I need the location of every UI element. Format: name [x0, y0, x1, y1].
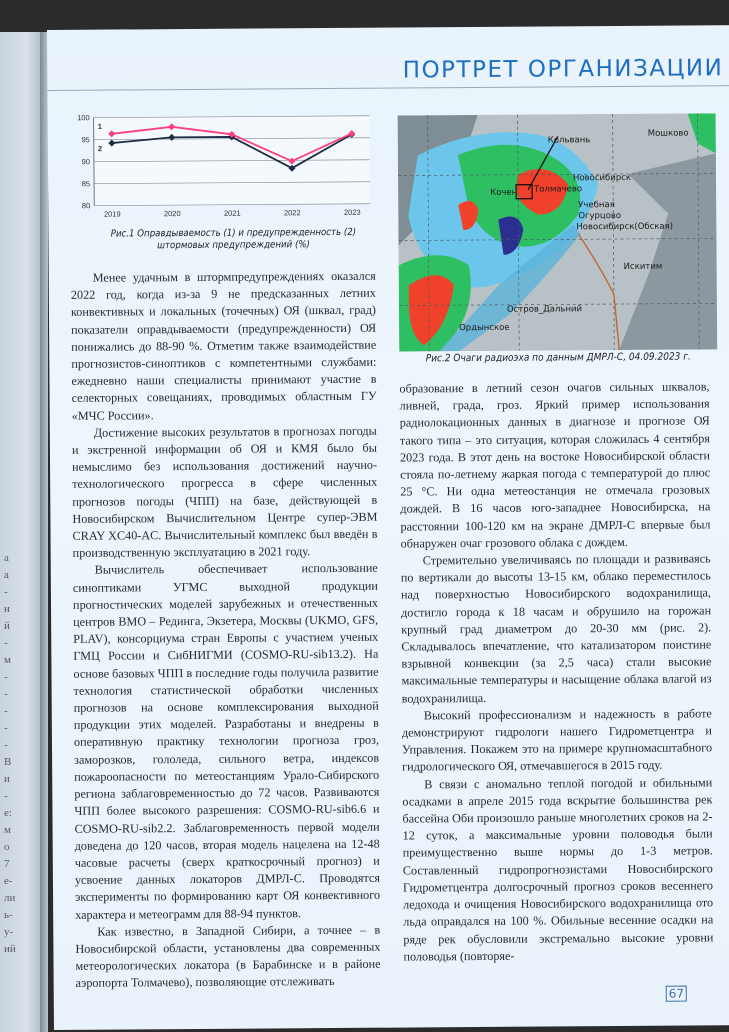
facing-page-text-fragment: й [4, 620, 10, 632]
paragraph: В связи с аномально теплой погодой и обильными осадками в апреле 2015 года вскрытие большинства рек бассейна Оби произошло раньше многолетних сроков на 2-12 суток, а максимальные уровни половодья были преимущественно выше нормы до 1-3 метров. Составленный гидропрогнозистами Новосибирского Гидрометцентра долгосрочный прогноз сроков весеннего ледохода и очищения Новосибирского водохранилища ото льда оправдался на 100 %. Обильные весенние осадки на ряде рек обусловили экстремально высокие уровни половодья (повторяе- [402, 775, 714, 964]
y-tick-label: 80 [81, 201, 91, 211]
figure1-caption [88, 227, 378, 253]
text-column-left [71, 268, 381, 993]
facing-page-edge [0, 32, 44, 1032]
figure1-caption-line2: штормовых предупреждений (%) [157, 239, 310, 252]
radar-map-svg [398, 113, 718, 351]
figure2-caption: Рис.2 Очаги радиоэха по данным ДМРЛ-С, 04.09.2023 г. [425, 351, 691, 365]
place-label: Учебная [578, 200, 615, 211]
x-tick-label: 2020 [163, 209, 181, 219]
figure1-caption-line1: Рис.1 Оправдываемость (1) и предупрежденность (2) [110, 226, 357, 240]
y-tick-label: 90 [81, 157, 90, 167]
facing-page-text-fragment: е: [4, 807, 12, 819]
x-tick-label: 2023 [343, 207, 361, 217]
facing-page-text-fragment: а [4, 569, 9, 581]
facing-page-text-fragment: - [4, 722, 8, 734]
facing-page-text-fragment: - [4, 586, 8, 598]
chart-svg [70, 108, 381, 230]
facing-page-text-fragment: и [4, 773, 10, 785]
paragraph: Вычислитель обеспечивает использование синоптиками УГМС выходной продукции прогностических моделей зарубежных и отечественных центров ВМО – Рединга, Экзетера, Москвы (UKMO, GFS, PLAV), консорциума стран Европы с участием ученых ГМЦ России и СибНИГМИ (COSMO-RU-sib13.2). На основе базовых ЧПП в последние годы получила развитие технология статистической обработки численных прогнозов на основе комплексирования выходной продукции этих моделей. Разработаны и внедрены в оперативную практику технологии прогноза гроз, заморозков, гололеда, сильного ветра, индексов пожароопасности по метеостанциям Урало-Сибирского региона заблаговременностью до 72 часов. Развиваются ЧПП более высокого разрешения: COSMO-RU-sib6.6 и COSMO-RU-sib2.2. Заблаговременность первой модели доведена до 120 часов, вторая модель нацелена на 12-48 часовые расчеты (сверх краткосрочный прогноз) и усвоение данных локаторов ДМРЛ-С. Проводятся эксперименты по формированию карт ОЯ конвективного характера и метеограмм для 88-94 пунктов. [72, 561, 381, 922]
facing-page-text-fragment: у- [4, 926, 14, 938]
paragraph: Как известно, в Западной Сибири, а точнее – в Новосибирской области, установлены два современных метеорологических локатора (в Барабинске и в районе аэропорта Толмачево), позволяющие отслеживать [75, 922, 381, 991]
figure1-chart [70, 108, 381, 230]
paragraph: Достижение высоких результатов в прогнозах погоды и экстренной информации об ОЯ и КМЯ было бы немыслимо без использования достижений научно-технологического прогресса в сфере численных прогнозов погоды (ЧПП) на базе, действующей в Новосибирском Вычислительном Центре супер-ЭВМ CRAY XC40-AC. Вычислительный комплекс был введён в производственную эксплуатацию в 2021 году. [71, 423, 378, 561]
place-label: Искитим [623, 261, 663, 272]
place-label: Толмачево [534, 184, 583, 195]
x-tick-label: 2022 [283, 208, 301, 218]
place-label: Кольвань [547, 135, 591, 146]
x-tick-label: 2021 [223, 208, 241, 218]
facing-page-text-fragment: о [4, 841, 10, 853]
paragraph: образование в летний сезон очагов сильных шквалов, ливней, града, гроз. Яркий пример использования радиолокационных данных в диагнозе и прогнозе ОЯ такого типа – это ситуация, которая сложилась 4 сентября 2023 года. В этот день на востоке Новосибирской области стояла по-летнему жаркая погода с температурой до плюс 25 °С. Ни одна метеостанция не отмечала грозовых дождей. В 16 часов юго-западнее Новосибирска, на расстоянии 100-120 км на экране ДМРЛ-С впервые был обнаружен очаг грозового облака с дождем. [399, 379, 711, 551]
facing-page-text-fragment: - [4, 739, 8, 751]
facing-page-text-fragment: н [4, 603, 10, 615]
header-divider [47, 85, 729, 91]
facing-page-text-fragment: - [4, 705, 8, 717]
place-label: Новосибирск [573, 172, 632, 184]
facing-page-text-fragment: ли [4, 892, 16, 904]
place-label: Ордынское [459, 322, 510, 334]
facing-page-text-fragment: - [4, 790, 8, 802]
facing-page-text-fragment: - [4, 671, 8, 683]
place-label: Мошково [647, 128, 689, 139]
figure2-radar-map [398, 113, 718, 351]
magazine-page [47, 25, 729, 1030]
facing-page-text-fragment: а [4, 552, 9, 564]
facing-page-text-fragment: м [4, 654, 11, 666]
facing-page-text-fragment: е- [4, 875, 13, 887]
paragraph: Стремительно увеличиваясь по площади и развиваясь по вертикали до высоты 13-15 км, облако переместилось над поверхностью Новосибирского водохранилища, достигло города к 18 часам и обрушило на горожан крупный град диаметром до 20-30 мм (рис. 2). Складывалось впечатление, что катализатором поистине взрывной конвекции (за 2,5 часа) стали высокие максимальные температуры и насыщение облака влагой из водохранилища. [400, 551, 712, 706]
series-label: 1 [97, 121, 102, 131]
x-tick-label: 2019 [103, 209, 121, 219]
place-label: Остров_Дальний [506, 304, 583, 315]
facing-page-text-fragment: - [4, 688, 8, 700]
y-tick-label: 95 [81, 135, 90, 145]
y-tick-label: 85 [81, 179, 91, 189]
place-label: Огурцово [578, 210, 622, 222]
y-tick-label: 100 [77, 113, 90, 123]
page-number: 67 [666, 986, 687, 1002]
place-label: Новосибирск(Обская) [576, 221, 674, 233]
text-column-right [399, 378, 713, 965]
facing-page-text-fragment: В [4, 756, 12, 768]
facing-page-text-fragment: 7 [4, 858, 10, 870]
facing-page-text-fragment: м [4, 824, 11, 836]
facing-page-text-fragment: ь- [4, 909, 13, 921]
book-gutter [40, 32, 48, 1032]
facing-page-text-fragment: - [4, 637, 8, 649]
paragraph: Высокий профессионализм и надежность в работе демонстрируют гидрологи нашего Гидрометцентра и Управления. Покажем это на примере крупномасштабного гидрологического ОЯ, отмечавшегося в 2015 году. [401, 706, 713, 775]
section-title: ПОРТРЕТ ОРГАНИЗАЦИИ [402, 55, 724, 84]
facing-page-text-fragment: ий [4, 943, 16, 955]
paragraph: Менее удачным в штормпредупреждениях оказался 2022 год, когда из-за 9 не предсказанных летних конвективных и локальных (точечных) ОЯ (шквал, град) показатели оправдываемости (предупрежденности) ОЯ понижались до 88-90 %. Отметим также взаимодействие прогнозистов-синоптиков с компетентными службами: ежедневно наши специалисты принимают участие в селекторных совещаниях, проводимых областным ГУ «МЧС России». [70, 268, 377, 423]
series-label: 2 [97, 144, 103, 154]
place-label: Кочен [490, 187, 518, 198]
